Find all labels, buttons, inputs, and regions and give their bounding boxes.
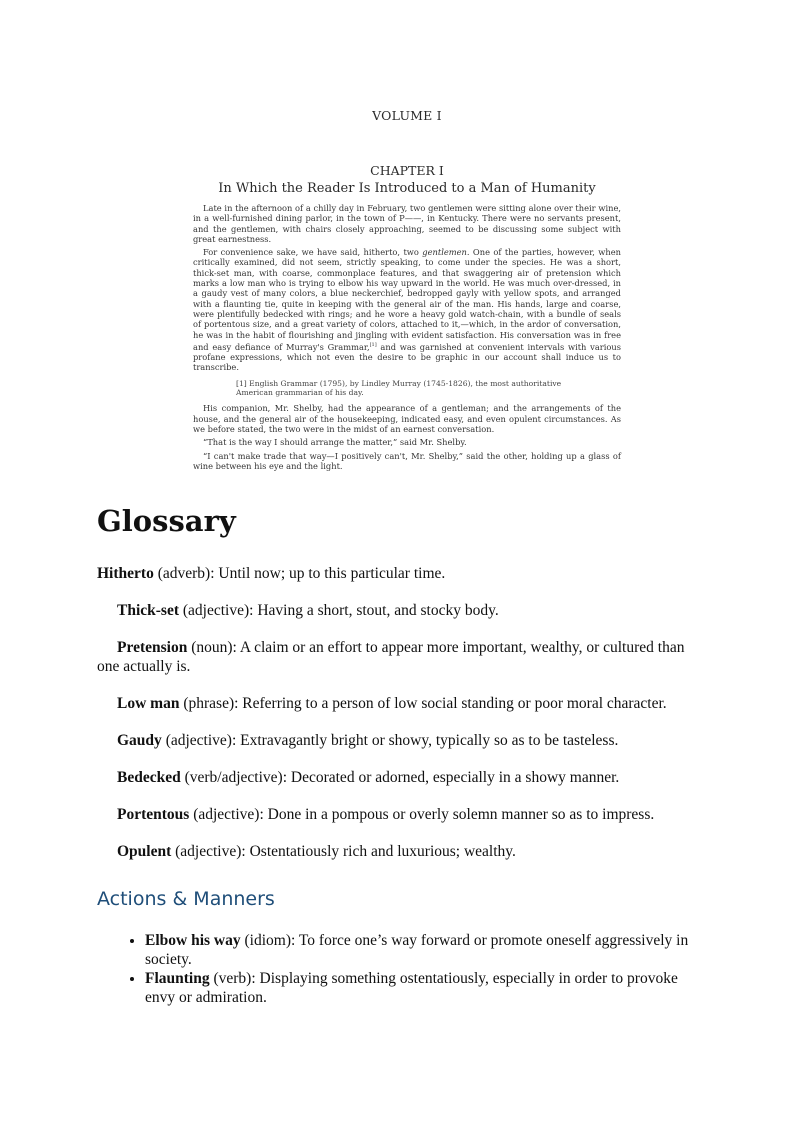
entry-definition: : Having a short, stout, and stocky body. xyxy=(249,602,499,619)
entry-pos: (adjective) xyxy=(193,806,260,823)
paragraph-emphasis: gentlemen xyxy=(422,247,467,258)
entry-term: Pretension xyxy=(117,639,188,656)
entry-pos: (adverb) xyxy=(157,565,211,582)
entry-definition: : A claim or an effort to appear more important, wealthy, or cultured than one actually is. xyxy=(97,639,685,675)
glossary-entry xyxy=(97,731,707,750)
paragraph-text: and was garnished at convenient intervals with various profane expressions, which not even the desire to be graphic in our account shall induce us to transcribe. xyxy=(193,341,621,373)
entry-pos: (adjective) xyxy=(175,843,242,860)
glossary-entry xyxy=(97,564,707,583)
entry-term: Opulent xyxy=(117,843,172,860)
entry-pos: (verb/adjective) xyxy=(184,769,283,786)
entry-term: Gaudy xyxy=(117,732,162,749)
entry-definition: : Done in a pompous or overly solemn manner so as to impress. xyxy=(259,806,655,823)
glossary-list xyxy=(97,931,707,1007)
entry-term: Low man xyxy=(117,695,180,712)
glossary-entry xyxy=(97,694,707,713)
chapter-subtitle: In Which the Reader Is Introduced to a Man of Humanity xyxy=(218,181,596,196)
entry-term: Hitherto xyxy=(97,565,154,582)
list-item xyxy=(145,969,707,1007)
entry-definition: : Extravagantly bright or showy, typically so as to be tasteless. xyxy=(231,732,619,749)
scan-paragraph: Late in the afternoon of a chilly day in February, two gentlemen were sitting alone over their wine, in a well-furnished dining parlor, in the town of P——, in Kentucky. There were no servants present, and the gentlemen, with chairs closely approaching, seemed to be discussing some subject with great earnestness. xyxy=(193,203,621,244)
scan-paragraph xyxy=(193,247,621,372)
entry-pos: (adjective) xyxy=(165,732,232,749)
glossary-entry xyxy=(97,601,707,620)
entry-term: Portentous xyxy=(117,806,190,823)
entry-pos: (phrase) xyxy=(183,695,235,712)
entry-pos: (verb) xyxy=(213,970,252,987)
entry-definition: : Decorated or adorned, especially in a showy manner. xyxy=(282,769,620,786)
footnote-ref: [1] xyxy=(369,341,377,348)
scanned-page-excerpt xyxy=(193,100,621,471)
entry-term: Bedecked xyxy=(117,769,181,786)
glossary-entry xyxy=(97,768,707,787)
entry-pos: (idiom) xyxy=(244,932,291,949)
glossary-title: Glossary xyxy=(97,504,236,538)
entry-definition: : Until now; up to this particular time. xyxy=(210,565,446,582)
glossary-section xyxy=(97,500,707,1007)
paragraph-text: For convenience sake, we have said, hitherto, two xyxy=(203,247,423,258)
entry-term: Thick-set xyxy=(117,602,179,619)
entry-term: Flaunting xyxy=(145,970,210,987)
list-item xyxy=(145,931,707,969)
scan-paragraph: His companion, Mr. Shelby, had the appearance of a gentleman; and the arrangements of the house, and the general air of the housekeeping, indicated easy, and even opulent circumstances. As we before stated, the two were in the midst of an earnest conversation. xyxy=(193,403,621,434)
footnote: [1] English Grammar (1795), by Lindley Murray (1745-1826), the most authoritative American grammarian of his day. xyxy=(236,378,562,397)
entry-term: Elbow his way xyxy=(145,932,241,949)
scan-paragraph: “I can't make trade that way—I positively can't, Mr. Shelby,” said the other, holding up a glass of wine between his eye and the light. xyxy=(193,450,621,471)
entry-definition: : Ostentatiously rich and luxurious; wealthy. xyxy=(241,843,516,860)
glossary-entry xyxy=(97,805,707,824)
entry-pos: (adjective) xyxy=(182,602,250,619)
entry-definition: : Displaying something ostentatiously, especially in order to provoke envy or admiration. xyxy=(145,970,678,1006)
section-heading: Actions & Manners xyxy=(97,888,275,910)
entry-definition: : To force one’s way forward or promote oneself aggressively in society. xyxy=(145,932,689,968)
volume-heading: VOLUME I xyxy=(372,108,442,123)
glossary-entry xyxy=(97,638,707,676)
scan-paragraph: “That is the way I should arrange the matter,” said Mr. Shelby. xyxy=(203,437,467,448)
chapter-heading: CHAPTER I xyxy=(370,163,444,178)
glossary-entry xyxy=(97,842,707,861)
entry-pos: (noun) xyxy=(191,639,233,656)
entry-definition: : Referring to a person of low social standing or poor moral character. xyxy=(234,695,667,712)
paragraph-text: . One of the parties, however, when critically examined, did not seem, strictly speaking, to come under the species. He was a short, thick-set man, with coarse, commonplace features, and that swaggering air of pretension which marks a low man who is trying to elbow his way upward in the world. He was much over-dressed, in a gaudy vest of many colors, a blue neckerchief, bedropped gayly with yellow spots, and arranged with a flaunting tie, quite in keeping with the general air of the man. His hands, large and coarse, were plentifully bedecked with rings; and he wore a heavy gold watch-chain, with a bundle of seals of portentous size, and a great variety of colors, attached to it,—which, in the ardor of conversation, he was in the habit of flourishing and jingling with evident satisfaction. His conversation was in free and easy defiance of Murray's Grammar, xyxy=(193,247,621,352)
